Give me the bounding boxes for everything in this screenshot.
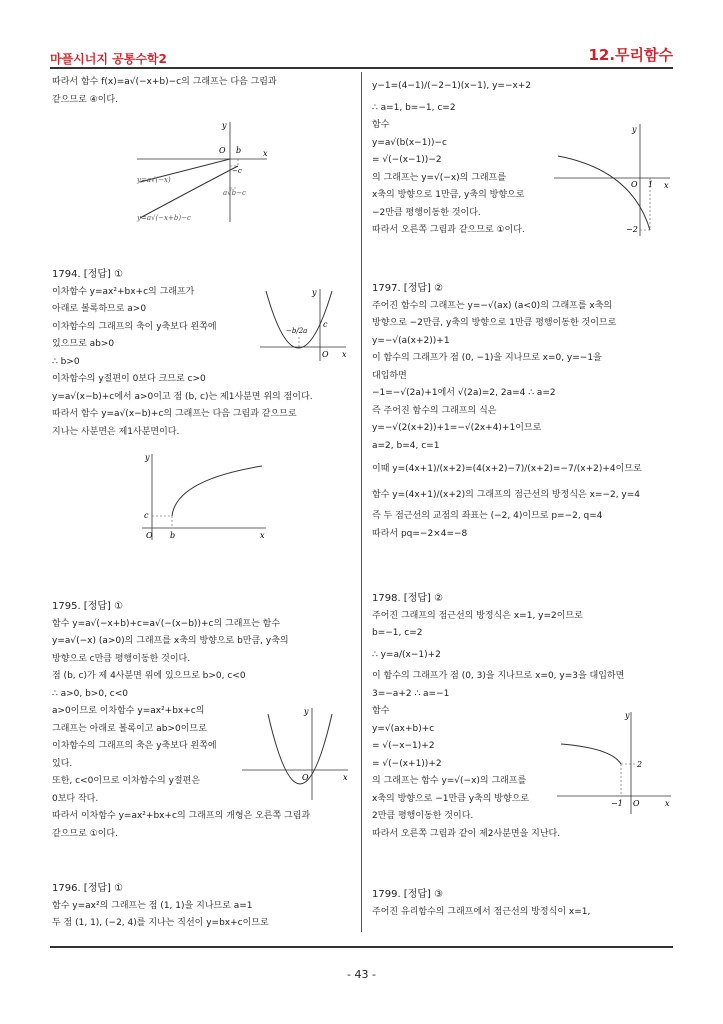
text-line: 이차함수의 y절편이 0보다 크므로 c>0 — [52, 374, 206, 384]
text-line: ∴ b>0 — [52, 356, 80, 367]
text-line: 이 함수의 그래프가 점 (0, 3)을 지나므로 x=0, y=3을 대입하면 — [372, 671, 625, 681]
problem-1796-continued — [372, 78, 531, 240]
origin-label: O — [302, 773, 309, 782]
x-label: x — [260, 531, 265, 540]
c-label: c — [323, 320, 328, 329]
problem-1799 — [372, 886, 590, 921]
text-line: x축의 방향으로 −1만큼 y축의 방향으로 — [372, 793, 530, 804]
vertex-x-label: −b/2a — [286, 327, 308, 335]
text-line: 같으므로 ④이다. — [52, 94, 118, 105]
origin-label: O — [219, 146, 226, 155]
text-line: y−1=(4−1)/(−2−1)(x−1), y=−x+2 — [372, 81, 532, 91]
page-number: - 43 - — [347, 968, 376, 981]
text-line: 방향으로 −2만큼, y축의 방향으로 1만큼 평행이동한 것이므로 — [372, 318, 617, 328]
figure-1794-sqrt-graph — [140, 450, 270, 542]
text-line: 같으므로 ①이다. — [52, 828, 118, 839]
text-line: y=√(ax+b)+c — [372, 723, 435, 734]
x-label: x — [342, 350, 347, 359]
text-line: 의 그래프는 함수 y=√(−x)의 그래프를 — [372, 776, 527, 786]
text-line: 즉 두 점근선의 교점의 좌표는 (−2, 4)이므로 p=−2, q=4 — [372, 511, 603, 521]
sqrt-curve — [172, 466, 262, 516]
y-label: y — [222, 121, 227, 130]
text-line: ∴ a>0, b>0, c<0 — [52, 688, 129, 699]
problem-1794-title: 1794. [정답] ① — [52, 269, 124, 280]
x-label: x — [665, 799, 670, 808]
text-line: 따라서 이차함수 y=ax²+bx+c의 그래프의 개형은 오른쪽 그림과 — [52, 811, 311, 821]
y-label: y — [304, 707, 309, 716]
neg-one-label: −1 — [611, 799, 623, 808]
neg-c-label: −c — [232, 167, 242, 175]
problem-1799-title: 1799. [정답] ③ — [372, 889, 444, 900]
problem-1795-title: 1795. [정답] ① — [52, 601, 124, 612]
y-label: y — [145, 453, 150, 462]
x-label: x — [343, 773, 348, 782]
y-label: y — [312, 288, 317, 297]
text-line: y=−√(2(x+2))+1=−√(2x+4)+1이므로 — [372, 423, 542, 433]
figure-1793-graph — [135, 118, 275, 226]
text-line: 방향으로 c만큼 평행이동한 것이다. — [52, 653, 191, 664]
text-line: 아래로 볼록하므로 a>0 — [52, 304, 147, 314]
text-line: a=2, b=4, c=1 — [372, 440, 440, 451]
text-line: a>0이므로 이차함수 y=ax²+bx+c의 — [52, 706, 205, 716]
text-line: 함수 y=(4x+1)/(x+2)의 그래프의 점근선의 방정식은 x=−2, y=4 — [372, 489, 641, 500]
text-line: 점 (b, c)가 제 4사분면 위에 있으므로 b>0, c<0 — [52, 671, 246, 681]
text-line: 따라서 오른쪽 그림과 같이 제2사분면을 지난다. — [372, 828, 561, 839]
text-line: 또한, c<0이므로 이차함수의 y절편은 — [52, 776, 201, 786]
text-line: 있으므로 ab>0 — [52, 339, 115, 349]
text-line: 함수 y=ax²의 그래프는 점 (1, 1)을 지나므로 a=1 — [52, 900, 253, 911]
one-label: 1 — [648, 180, 654, 189]
curve-label-3: y=a√(−x+b)−c — [137, 214, 191, 222]
text-line: 의 그래프는 y=√(−x)의 그래프를 — [372, 172, 507, 183]
figure-1795-parabola — [240, 704, 350, 802]
b-label: b — [170, 531, 176, 540]
y-label: y — [632, 125, 637, 134]
two-label: 2 — [637, 760, 643, 769]
origin-label: O — [631, 180, 638, 189]
origin-label: O — [322, 350, 329, 359]
text-line: = √(−(x+1))+2 — [372, 758, 442, 769]
text-line: 이차함수의 그래프의 축이 y축보다 왼쪽에 — [52, 321, 217, 332]
figure-1794-parabola — [258, 285, 348, 365]
text-line: 함수 y=a√(−x+b)+c=a√(−(x−b))+c의 그래프는 함수 — [52, 618, 281, 629]
footer-rule — [50, 946, 673, 948]
header-rule — [50, 67, 673, 69]
problem-1798-title: 1798. [정답] ② — [372, 593, 444, 604]
text-line: 0보다 작다. — [52, 793, 99, 804]
text-line: y=a√(−x) (a>0)의 그래프를 x축의 방향으로 b만큼, y축의 — [52, 636, 289, 646]
text-line: 지나는 사분면은 제1사분면이다. — [52, 426, 180, 437]
sqrt-curve — [558, 156, 650, 230]
figure-1796-sqrt-graph — [552, 120, 672, 240]
text-line: 있다. — [52, 758, 73, 769]
text-line: x축의 방향으로 1만큼, y축의 방향으로 — [372, 190, 525, 200]
text-line: 2만큼 평행이동한 것이다. — [372, 811, 474, 821]
text-line: 따라서 함수 y=a√(x−b)+c의 그래프는 다음 그림과 같으므로 — [52, 409, 297, 419]
b-label: b — [236, 146, 242, 155]
problem-1796 — [52, 880, 269, 933]
text-line: ∴ y=a/(x−1)+2 — [372, 649, 441, 660]
text-line: 함수 — [372, 120, 390, 130]
column-divider — [361, 72, 362, 932]
text-line: 주어진 유리함수의 그래프에서 점근선의 방정식이 x=1, — [372, 906, 591, 917]
text-line: −1=−√(2a)+1에서 √(2a)=2, 2a=4 ∴ a=2 — [372, 388, 556, 398]
x-label: x — [263, 149, 268, 158]
curve-label-1: y=a√(−x) — [137, 176, 171, 184]
text-line: y=a√(b(x−1))−c — [372, 137, 447, 148]
header-book-title: 마플시너지 공통수학2 — [50, 52, 167, 66]
text-line: 따라서 함수 f(x)=a√(−x+b)−c의 그래프는 다음 그림과 — [52, 77, 277, 87]
intro-text — [52, 74, 277, 109]
y-label: y — [625, 711, 630, 720]
text-line: 이차함수 y=ax²+bx+c의 그래프가 — [52, 286, 195, 297]
parabola-curve — [268, 714, 332, 784]
text-line: −2만큼 평행이동한 것이다. — [372, 207, 481, 218]
text-line: 즉 주어진 함수의 그래프의 식은 — [372, 405, 497, 416]
problem-1797-title: 1797. [정답] ② — [372, 283, 444, 294]
sqrt-curve — [561, 744, 621, 764]
text-line: 대입하면 — [372, 370, 407, 381]
origin-label: O — [633, 799, 640, 808]
text-line: 함수 — [372, 706, 390, 716]
origin-label: O — [146, 531, 153, 540]
text-line: b=−1, c=2 — [372, 628, 423, 638]
problem-1797 — [372, 280, 642, 543]
text-line: 이때 y=(4x+1)/(x+2)=(4(x+2)−7)/(x+2)=−7/(x+2)+4이므로 — [372, 464, 642, 474]
figure-1798-sqrt-graph — [555, 708, 675, 818]
neg-two-label: −2 — [626, 225, 638, 234]
header-chapter-title: 12.무리함수 — [588, 46, 673, 64]
text-line: y=−√(a(x+2))+1 — [372, 335, 450, 346]
text-line: 주어진 함수의 그래프는 y=−√(ax) (a<0)의 그래프를 x축의 — [372, 300, 613, 311]
c-label: c — [144, 511, 149, 520]
text-line: 이 함수의 그래프가 점 (0, −1)을 지나므로 x=0, y=−1을 — [372, 353, 602, 363]
text-line: 두 점 (1, 1), (−2, 4)를 지나는 직선이 y=bx+c이므로 — [52, 918, 269, 928]
text-line: 따라서 오른쪽 그림과 같으므로 ①이다. — [372, 225, 525, 235]
problem-1796-title: 1796. [정답] ① — [52, 883, 124, 894]
text-line: y=a√(x−b)+c에서 a>0이고 점 (b, c)는 제1사분면 위의 점이다. — [52, 391, 313, 402]
text-line: 3=−a+2 ∴ a=−1 — [372, 688, 450, 699]
text-line: 주어진 그래프의 점근선의 방정식은 x=1, y=2이므로 — [372, 610, 583, 621]
x-label: x — [664, 181, 669, 190]
text-line: = √(−x−1)+2 — [372, 741, 435, 751]
text-line: 이차함수의 그래프의 축은 y축보다 왼쪽에 — [52, 741, 217, 751]
text-line: ∴ a=1, b=−1, c=2 — [372, 102, 456, 113]
text-line: 그래프는 아래로 볼록이고 ab>0이므로 — [52, 723, 207, 734]
curve-label-2: a√b−c — [223, 189, 246, 197]
text-line: = √(−(x−1))−2 — [372, 155, 442, 165]
text-line: 따라서 pq=−2×4=−8 — [372, 528, 468, 539]
